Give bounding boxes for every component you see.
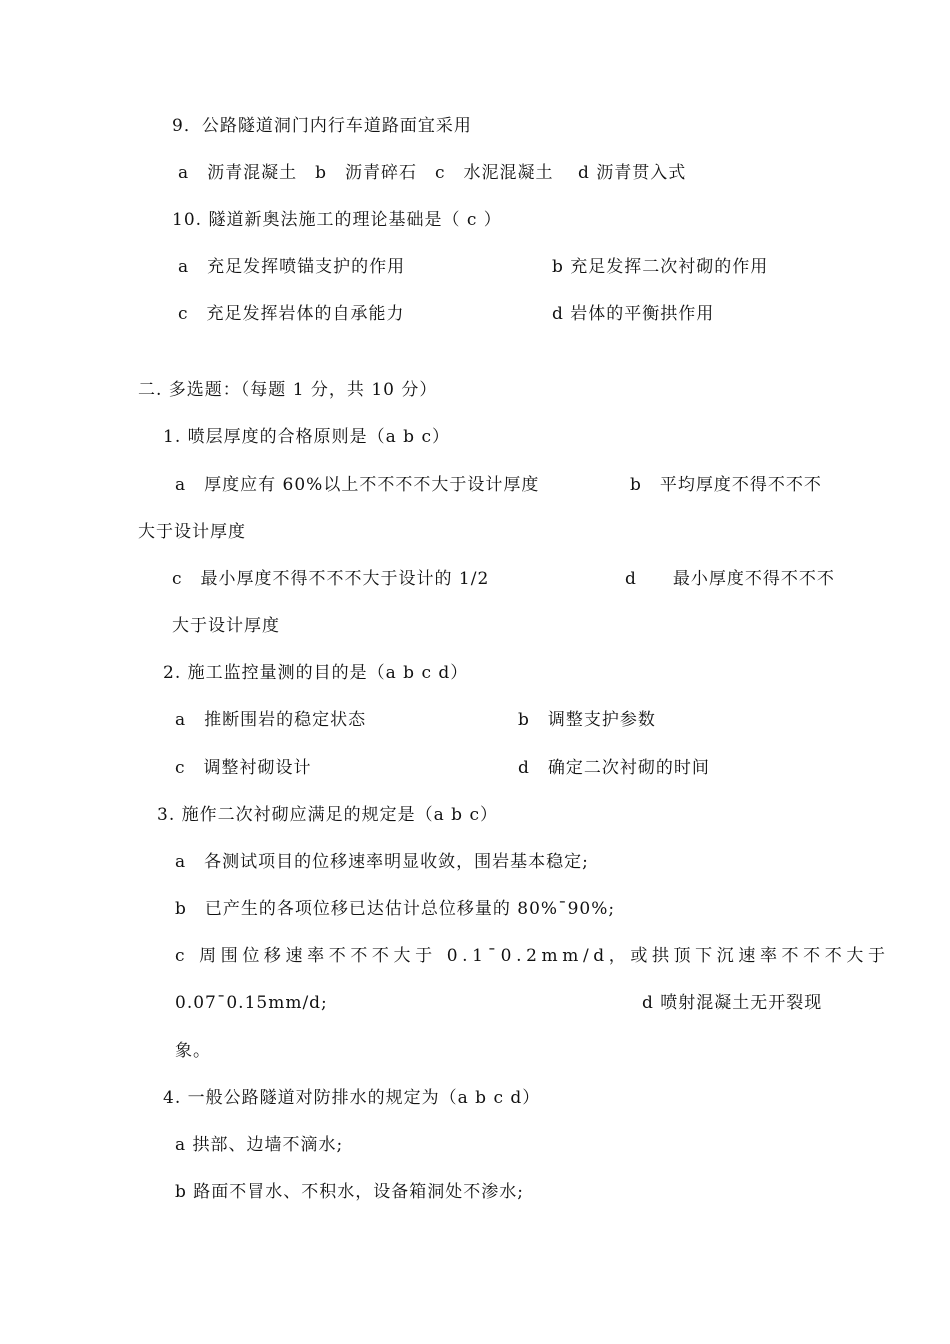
question-9: 9．公路隧道洞门内行车道路面宜采用 [172, 116, 472, 136]
multi-question-1-option-b-continued: 大于设计厚度 [138, 522, 246, 542]
question-10-option-b: b 充足发挥二次衬砌的作用 [552, 257, 769, 277]
multi-question-4-option-a: a 拱部、边墙不滴水; [175, 1135, 344, 1155]
question-10: 10. 隧道新奥法施工的理论基础是（ c ） [172, 210, 502, 230]
multi-question-1-option-d-continued: 大于设计厚度 [172, 616, 280, 636]
multi-question-3-option-c: c 周围位移速率不不不大于 0.1¯0.2mm/d，或拱顶下沉速率不不不大于 [175, 946, 890, 966]
question-10-option-c: c 充足发挥岩体的自承能力 [178, 304, 405, 324]
multi-question-2-option-d: d 确定二次衬砌的时间 [518, 758, 710, 778]
multi-question-1-option-b: b 平均厚度不得不不不 [630, 475, 822, 495]
multi-question-3-option-b: b 已产生的各项位移已达估计总位移量的 80%¯90%; [175, 899, 616, 919]
multi-question-2-option-c: c 调整衬砌设计 [175, 758, 312, 778]
multi-question-4: 4. 一般公路隧道对防排水的规定为（a b c d） [163, 1088, 541, 1108]
multi-question-3-option-c-continued: 0.07¯0.15mm/d; [175, 993, 328, 1013]
multi-question-1-option-a: a 厚度应有 60%以上不不不不大于设计厚度 [175, 475, 540, 495]
question-9-options: a 沥青混凝土 b 沥青碎石 c 水泥混凝土 d 沥青贯入式 [178, 163, 687, 183]
multi-question-2-option-b: b 调整支护参数 [518, 710, 656, 730]
multi-question-1-option-d: d 最小厚度不得不不不 [625, 569, 835, 589]
question-10-option-d: d 岩体的平衡拱作用 [552, 304, 715, 324]
multi-question-3-option-a: a 各测试项目的位移速率明显收敛，围岩基本稳定; [175, 852, 589, 872]
multi-question-3: 3. 施作二次衬砌应满足的规定是（a b c） [157, 805, 498, 825]
multi-question-2-option-a: a 推断围岩的稳定状态 [175, 710, 367, 730]
multi-question-4-option-b: b 路面不冒水、不积水，设备箱洞处不渗水; [175, 1182, 525, 1202]
multi-question-3-option-d-continued: 象。 [175, 1041, 211, 1061]
section-title-multiple-choice: 二. 多选题：（每题 1 分，共 10 分） [138, 380, 438, 400]
multi-question-1: 1. 喷层厚度的合格原则是（a b c） [163, 427, 450, 447]
question-10-option-a: a 充足发挥喷锚支护的作用 [178, 257, 406, 277]
multi-question-2: 2. 施工监控量测的目的是（a b c d） [163, 663, 469, 683]
multi-question-3-option-d: d 喷射混凝土无开裂现 [642, 993, 823, 1013]
multi-question-1-option-c: c 最小厚度不得不不不大于设计的 1/2 [172, 569, 490, 589]
